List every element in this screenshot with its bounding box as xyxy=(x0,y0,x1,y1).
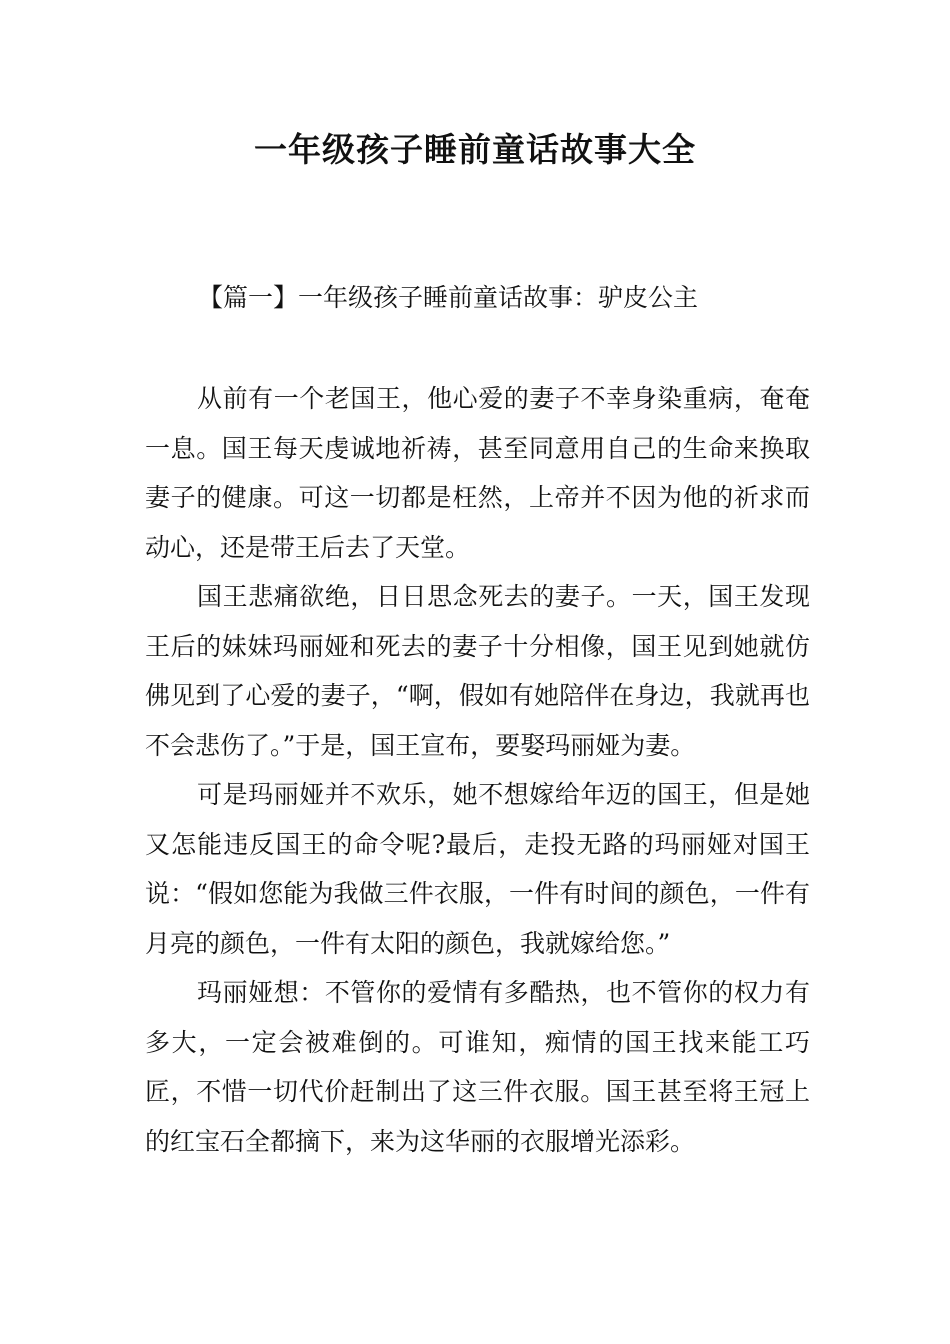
paragraph: 玛丽娅想：不管你的爱情有多酷热，也不管你的权力有多大，一定会被难倒的。可谁知，痴情的国王找来能工巧匠，不惜一切代价赶制出了这三件衣服。国王甚至将王冠上的红宝石全都摘下，来为这华丽的衣服增光添彩。 xyxy=(145,978,810,1156)
paragraph: 国王悲痛欲绝，日日思念死去的妻子。一天，国王发现王后的妹妹玛丽娅和死去的妻子十分相像，国王见到她就仿佛见到了心爱的妻子，“啊，假如有她陪伴在身边，我就再也不会悲伤了。”于是，国王宣布，要娶玛丽娅为妻。 xyxy=(145,582,810,760)
section-heading: 【篇一】一年级孩子睡前童话故事：驴皮公主 xyxy=(198,283,699,312)
document-title: 一年级孩子睡前童话故事大全 xyxy=(254,130,696,169)
paragraph: 从前有一个老国王，他心爱的妻子不幸身染重病，奄奄一息。国王每天虔诚地祈祷，甚至同意用自己的生命来换取妻子的健康。可这一切都是枉然，上帝并不因为他的祈求而动心，还是带王后去了天堂。 xyxy=(145,384,810,562)
paragraph: 可是玛丽娅并不欢乐，她不想嫁给年迈的国王，但是她又怎能违反国王的命令呢?最后，走投无路的玛丽娅对国王说：“假如您能为我做三件衣服，一件有时间的颜色，一件有月亮的颜色，一件有太阳的颜色，我就嫁给您。” xyxy=(145,780,810,958)
story-body xyxy=(145,374,810,1166)
